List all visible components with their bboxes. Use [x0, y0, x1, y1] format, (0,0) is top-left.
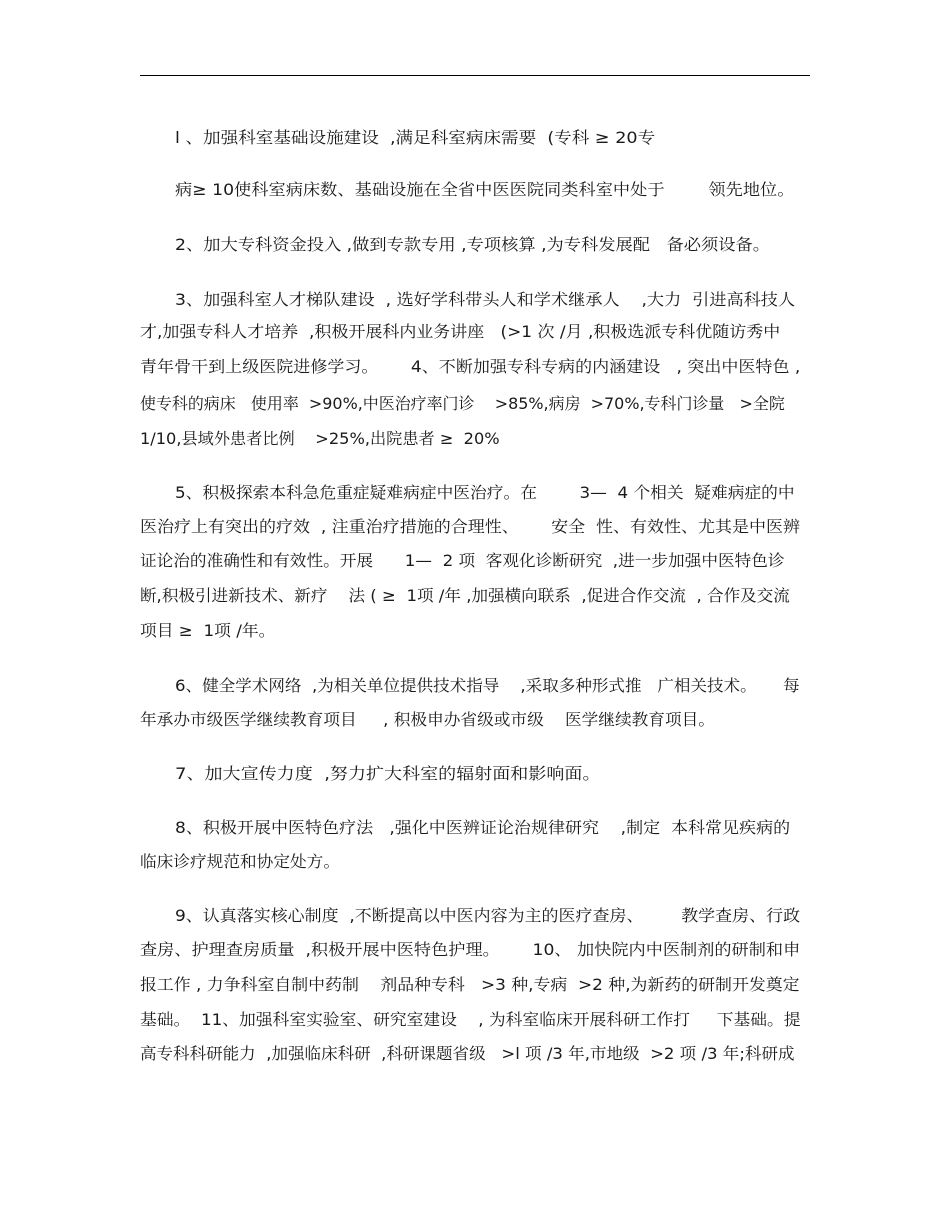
- text-line: 1/10,县域外患者比例 >25%,出院患者 ≥ 20%: [140, 429, 500, 448]
- text-line: 病≥ 10使科室病床数、基础设施在全省中医医院同类科室中处于 领先地位。: [175, 180, 795, 199]
- text-line: 查房、护理查房质量 ,积极开展中医特色护理。 10、 加快院内中医制剂的研制和申: [140, 940, 801, 959]
- text-line: 报工作 , 力争科室自制中药制 剂品种专科 >3 种,专病 >2 种,为新药的研制开发奠定: [140, 975, 800, 994]
- text-line: 使专科的病床 使用率 >90%,中医治疗率门诊 >85%,病房 >70%,专科门诊量 >全院: [140, 394, 785, 413]
- text-line: 7、加大宣传力度 ,努力扩大科室的辐射面和影响面。: [175, 764, 601, 783]
- text-line: 才,加强专科人才培养 ,积极开展科内业务讲座 (>1 次 /月 ,积极选派专科优随访秀中: [140, 322, 781, 341]
- header-rule: [140, 75, 810, 76]
- text-line: 9、认真落实核心制度 ,不断提高以中医内容为主的医疗查房、 教学查房、行政: [175, 906, 801, 925]
- text-line: 2、加大专科资金投入 ,做到专款专用 ,专项核算 ,为专科发展配 备必须设备。: [175, 235, 770, 254]
- text-line: 年承办市级医学继续教育项目 , 积极申办省级或市级 医学继续教育项目。: [140, 710, 715, 729]
- text-line: 基础。 11、加强科室实验室、研究室建设 , 为科室临床开展科研工作打 下基础。提: [140, 1010, 801, 1029]
- text-line: 青年骨干到上级医院进修学习。 4、不断加强专科专病的内涵建设 , 突出中医特色 ,: [140, 357, 801, 376]
- text-line: 高专科科研能力 ,加强临床科研 ,科研课题省级 >l 项 /3 年,市地级 >2 项 /3 年;科研成: [140, 1044, 795, 1063]
- text-line: 3、加强科室人才梯队建设 , 选好学科带头人和学术继承人 ,大力 引进高科技人: [175, 290, 796, 309]
- text-line: 5、积极探索本科急危重症疑难病症中医治疗。在 3— 4 个相关 疑难病症的中: [175, 483, 795, 502]
- text-line: 医治疗上有突出的疗效 , 注重治疗措施的合理性、 安全 性、有效性、尤其是中医辨: [140, 517, 801, 536]
- text-line: 项目 ≥ 1项 /年。: [140, 621, 276, 640]
- text-line: 8、积极开展中医特色疗法 ,强化中医辨证论治规律研究 ,制定 本科常见疾病的: [175, 818, 791, 837]
- text-line: 证论治的准确性和有效性。开展 1— 2 项 客观化诊断研究 ,进一步加强中医特色诊: [140, 551, 785, 570]
- text-line: 临床诊疗规范和协定处方。: [140, 852, 341, 871]
- text-line: 断,积极引进新技术、新疗 法 ( ≥ 1项 /年 ,加强横向联系 ,促进合作交流 , 合作及交流: [140, 586, 790, 605]
- text-line: 6、健全学术网络 ,为相关单位提供技术指导 ,采取多种形式推 广相关技术。 每: [175, 676, 800, 695]
- text-line: l 、加强科室基础设施建设 ,满足科室病床需要 (专科 ≥ 20专: [175, 128, 656, 147]
